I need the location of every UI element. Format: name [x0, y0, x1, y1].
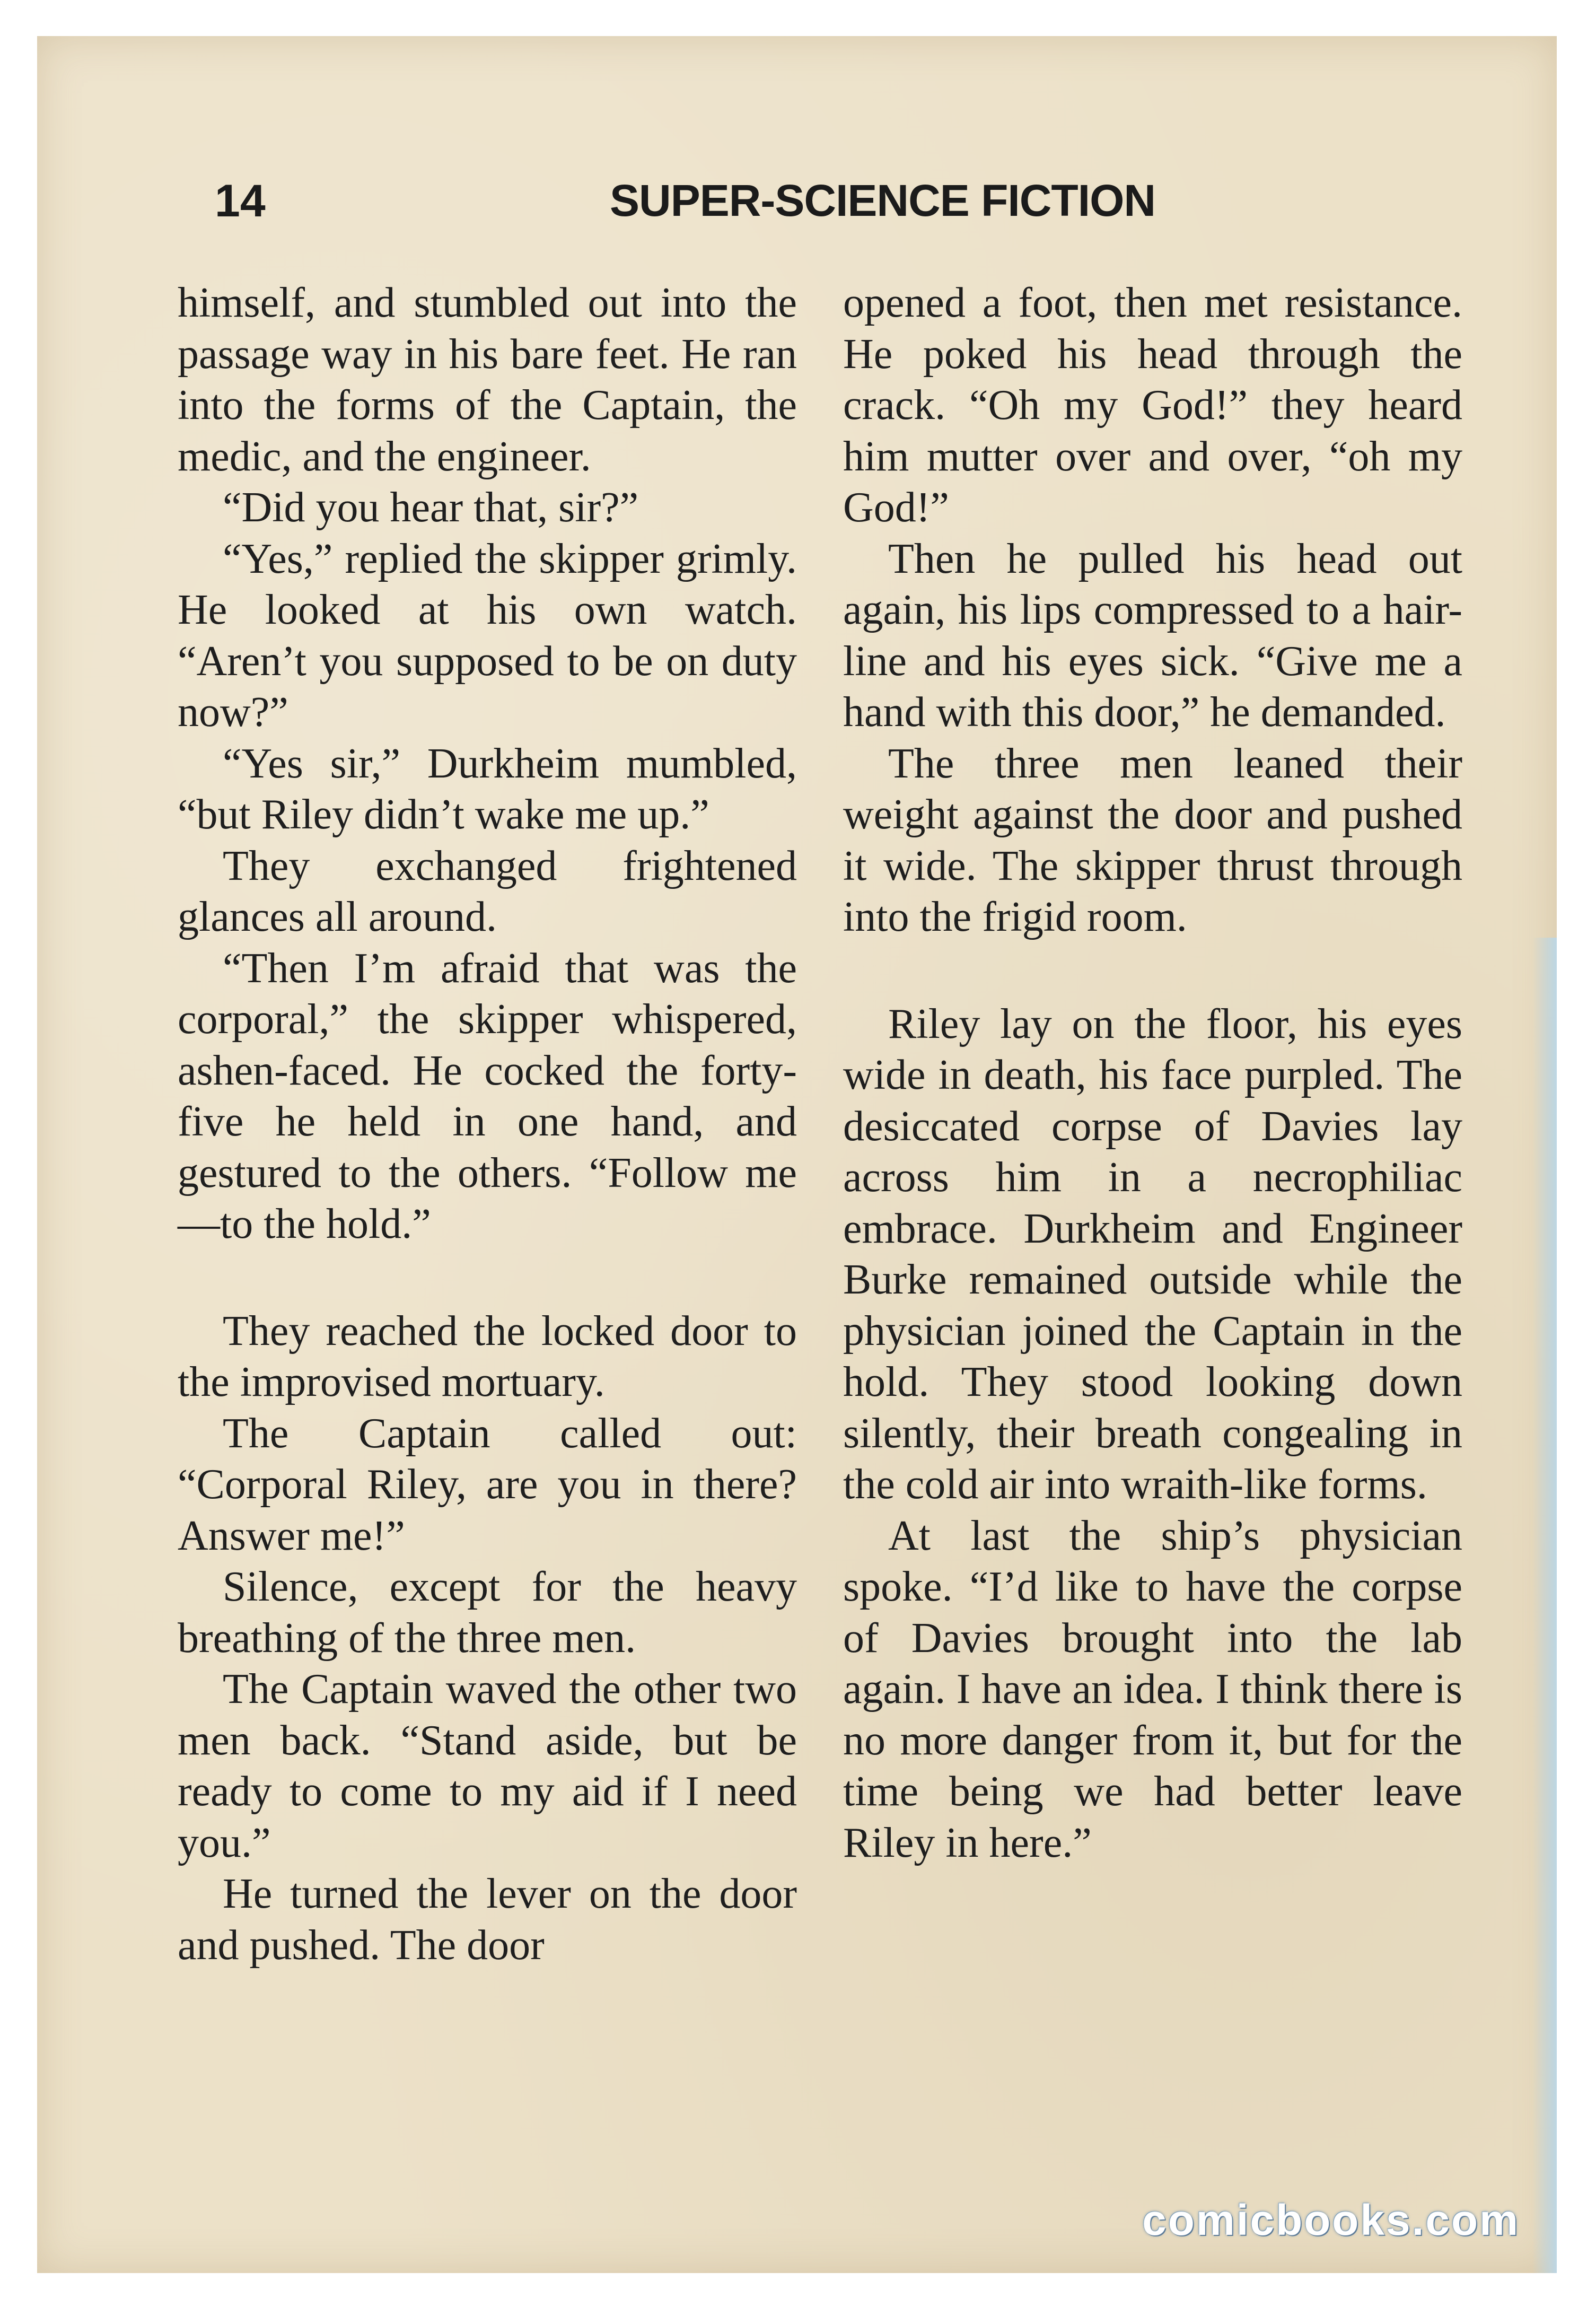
paragraph: “Yes sir,” Durkheim mumbled, “but Riley didn’t wake me up.” — [178, 740, 797, 838]
page-edge-shadow — [1532, 938, 1557, 2273]
page-number: 14 — [215, 176, 266, 226]
left-column — [178, 277, 797, 1971]
magazine-page — [37, 36, 1557, 2273]
section-break — [843, 943, 1462, 999]
paragraph: The three men leaned their weight against the door and pushed it wide. The skipper thrust through into the frigid room. — [843, 740, 1462, 940]
paragraph: opened a foot, then met resistance. He poked his head through the crack. “Oh my God!” they heard him mutter over and over, “oh my God!” — [843, 279, 1462, 531]
paragraph: “Yes,” replied the skipper grimly. He looked at his own watch. “Aren’t you supposed to be on duty now?” — [178, 535, 797, 736]
paragraph: “Then I’m afraid that was the corporal,” the skipper whispered, ashen-faced. He cocked the forty-five he held in one hand, and gestured to the others. “Follow me—to the hold.” — [178, 945, 797, 1247]
paragraph: Silence, except for the heavy breathing of the three men. — [178, 1563, 797, 1662]
paragraph: He turned the lever on the door and pushed. The door — [178, 1871, 797, 1969]
right-column — [843, 277, 1462, 1868]
paragraph: They exchanged frightened glances all around. — [178, 842, 797, 940]
paragraph: Then he pulled his head out again, his lips compressed to a hair-line and his eyes sick. “Give me a hand with this door,” he demanded. — [843, 535, 1462, 736]
paragraph: At last the ship’s physician spoke. “I’d like to have the corpse of Davies brought into the lab again. I have an idea. I think there is no more danger from it, but for the time being we had better leave Riley in here.” — [843, 1512, 1462, 1866]
paragraph: They reached the locked door to the improvised mortuary. — [178, 1307, 797, 1405]
page-header — [178, 169, 1493, 238]
paragraph: The Captain waved the other two men back. “Stand aside, but be ready to come to my aid if I need you.” — [178, 1666, 797, 1866]
running-title: SUPER-SCIENCE FICTION — [610, 176, 1156, 225]
paragraph: Riley lay on the floor, his eyes wide in death, his face purpled. The desiccated corpse of Davies lay across him in a necrophiliac embrace. Durkheim and Engineer Burke remained outside while the physician joined the Captain in the hold. They stood looking down silently, their breath congealing in the cold air into wraith-like forms. — [843, 1000, 1462, 1508]
paragraph: “Did you hear that, sir?” — [223, 484, 639, 531]
section-break — [178, 1250, 797, 1306]
watermark: comicbooks.com — [1142, 2196, 1520, 2244]
paragraph: The Captain called out: “Corporal Riley, are you in there? Answer me!” — [178, 1410, 797, 1559]
paragraph: himself, and stumbled out into the passage way in his bare feet. He ran into the forms of the Captain, the medic, and the engineer. — [178, 279, 797, 480]
